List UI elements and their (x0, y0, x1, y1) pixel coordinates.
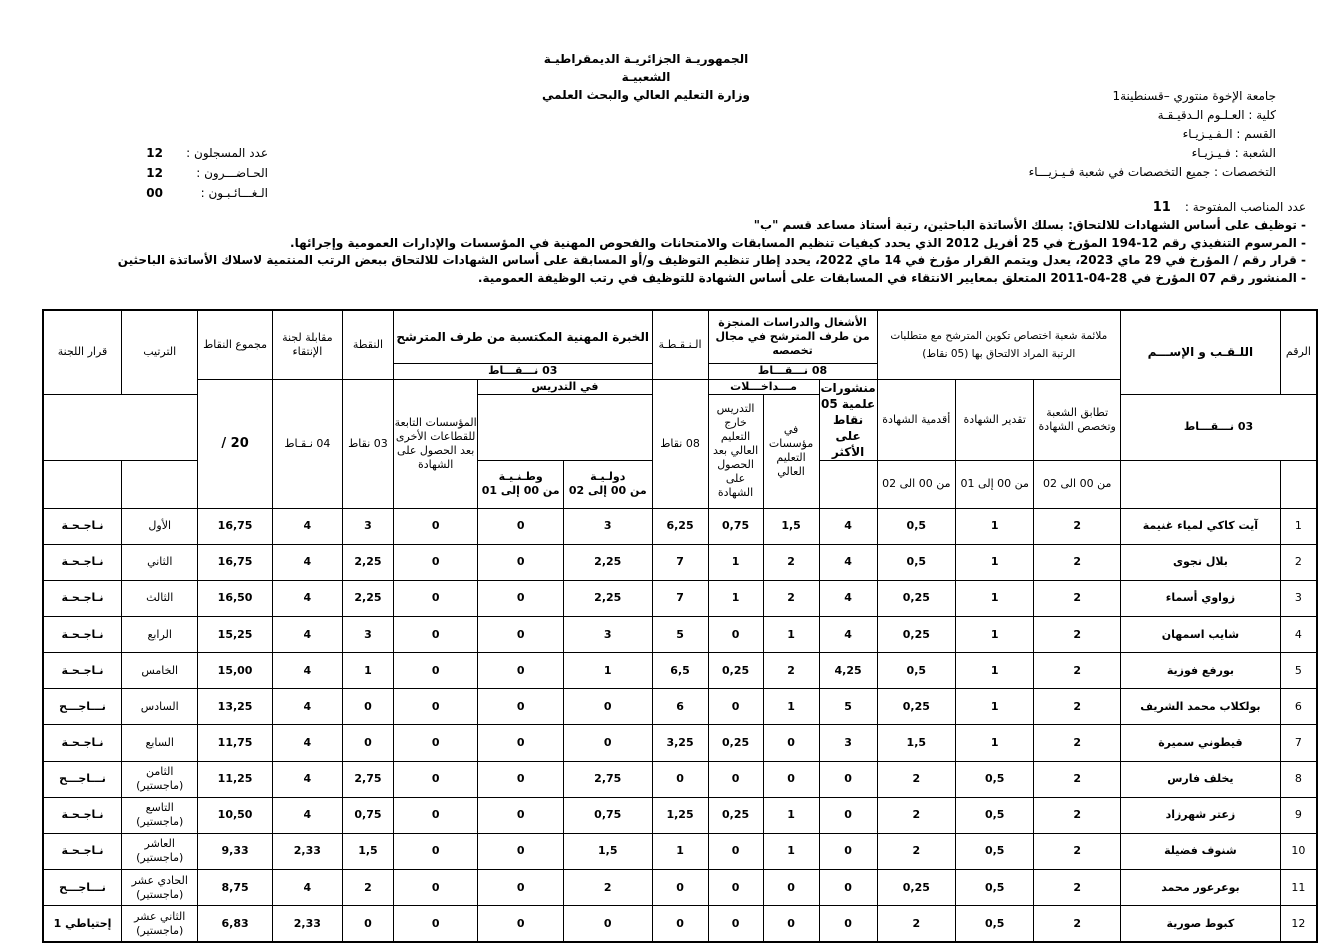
points1-sub-header: 08 نقاط (652, 379, 708, 508)
exp-other-score: 0 (393, 689, 478, 725)
national-talks: 0,25 (708, 653, 763, 689)
rank: الثاني عشر (ماجستير) (122, 906, 198, 942)
national-talks: 0,25 (708, 797, 763, 833)
row-number: 5 (1280, 653, 1317, 689)
works-points: 1,25 (652, 797, 708, 833)
works-points-header: 08 نـــقـــاط (708, 363, 877, 379)
exp-higher-score: 1,5 (563, 833, 652, 869)
exp-other-score: 0 (393, 906, 478, 942)
works-points: 5 (652, 616, 708, 652)
rank: السادس (122, 689, 198, 725)
row-number: 7 (1280, 725, 1317, 761)
fit-seniority-score: 2 (877, 761, 955, 797)
fit-seniority-score: 2 (877, 833, 955, 869)
name-spacer (1120, 460, 1280, 508)
fit-match-score: 2 (1034, 544, 1121, 580)
works-points: 1 (652, 833, 708, 869)
exp-outside-score: 0 (478, 544, 564, 580)
decision: نـاجـحـة (43, 833, 122, 869)
fit-group-header: ملائمة شعبة اختصاص تكوين المترشح مع متطلبات الرتبة المراد الالتحاق بها (05 نقاط) (877, 310, 1120, 379)
exp-outside-score: 0 (478, 833, 564, 869)
total-score: 8,75 (198, 870, 272, 906)
exp-outside-score: 0 (478, 761, 564, 797)
interview-score: 4 (272, 616, 342, 652)
exp-outside-score: 0 (478, 580, 564, 616)
publications-score: 4 (819, 580, 877, 616)
publications-score: 0 (819, 761, 877, 797)
branch: الشعبة : فـيـزيـاء (1191, 146, 1276, 160)
university-name: جامعة الإخوة منتوري –قسنطينة1 (1112, 89, 1276, 103)
national-header: وطـنـيـة من 00 إلى 01 (478, 460, 564, 508)
works-points: 7 (652, 580, 708, 616)
decision: نـــاجـــح (43, 870, 122, 906)
note-2: - المرسوم التنفيذي رقم 12-194 المؤرخ في 25 أفريل 2012 الذي يحدد كيفيات تنظيم المسابقات والامتحانات والفحوص المهنية في المؤسسات والإدارات العمومية وإجرائها. (290, 235, 1306, 250)
exp-other-score: 0 (393, 761, 478, 797)
exp-outside-score: 0 (478, 906, 564, 942)
fit-grade-score: 0,5 (956, 870, 1034, 906)
international-talks: 2 (763, 580, 819, 616)
exp-other-score: 0 (393, 653, 478, 689)
interview-score: 4 (272, 725, 342, 761)
fit-seniority-score: 0,5 (877, 544, 955, 580)
experience-points: 2,75 (342, 761, 393, 797)
total-score: 13,25 (198, 689, 272, 725)
fit-match-header: تطابق الشعبة وتخصص الشهادة (1034, 379, 1121, 460)
experience-points: 1 (342, 653, 393, 689)
experience-points: 2,25 (342, 580, 393, 616)
fit-match-score: 2 (1034, 689, 1121, 725)
table-row (43, 580, 1317, 616)
exp-other-score: 0 (393, 544, 478, 580)
points2-header: النقطة (342, 310, 393, 379)
fit-seniority-score: 0,25 (877, 616, 955, 652)
decision-header: قرار اللجنة (43, 310, 122, 394)
decision: إحتياطي 1 (43, 906, 122, 942)
fit-seniority-score: 2 (877, 797, 955, 833)
international-talks: 1 (763, 616, 819, 652)
fit-seniority-score: 0,25 (877, 870, 955, 906)
interview-score: 4 (272, 508, 342, 544)
candidate-name: بولكلاب محمد الشريف (1120, 689, 1280, 725)
experience-points: 1,5 (342, 833, 393, 869)
fit-match-score: 2 (1034, 653, 1121, 689)
exp-outside-header: التدريس خارج التعليم العالي بعد الحصول على الشهادة (708, 394, 763, 508)
national-talks: 0,25 (708, 725, 763, 761)
decision: نـاجـحـة (43, 580, 122, 616)
exp-higher-score: 0 (563, 906, 652, 942)
fit-match-score: 2 (1034, 870, 1121, 906)
exp-other-score: 0 (393, 616, 478, 652)
registered-label: عدد المسجلون : (186, 146, 268, 160)
fit-grade-score: 1 (956, 544, 1034, 580)
total-score: 16,75 (198, 508, 272, 544)
national-talks: 0 (708, 761, 763, 797)
fit-grade-range: من 00 إلى 01 (956, 460, 1034, 508)
total-sub-header: 20 / (198, 379, 272, 508)
total-score: 16,50 (198, 580, 272, 616)
exp-other-score: 0 (393, 797, 478, 833)
fit-grade-score: 1 (956, 616, 1034, 652)
experience-points: 2,25 (342, 544, 393, 580)
publications-score: 0 (819, 870, 877, 906)
rank: الأول (122, 508, 198, 544)
publications-score: 4 (819, 544, 877, 580)
talks-group-header: مـــداخـــلات (708, 379, 819, 394)
international-talks: 1 (763, 797, 819, 833)
talks-points-header: 03 نـــقـــاط (1120, 394, 1317, 460)
interview-score: 4 (272, 544, 342, 580)
fit-seniority-header: أقدمية الشهادة (877, 379, 955, 460)
fit-seniority-range: من 00 الى 02 (877, 460, 955, 508)
exp-other-score: 0 (393, 833, 478, 869)
table-row (43, 616, 1317, 652)
exp-outside-score: 0 (478, 508, 564, 544)
experience-points-header: 03 نـــقـــاط (393, 363, 652, 379)
works-points: 0 (652, 906, 708, 942)
international-talks: 0 (763, 725, 819, 761)
exp-higher-score: 2 (563, 870, 652, 906)
exp-higher-score: 1 (563, 653, 652, 689)
decision: نـاجـحـة (43, 544, 122, 580)
absent-label: الـغـــائـبـون : (200, 186, 268, 200)
international-header: دولـيـة من 00 إلى 02 (563, 460, 652, 508)
note-3: - قرار رقم / المؤرخ في 29 ماي 2023، يعدل ويتمم القرار مؤرخ في 14 ماي 2022، يحدد إطار تنظيم التوظيف و/أو المسابقة على أساس الشهادات للالتحاق ببعض الرتب المنتمية لاسلاك الأساتذة الباحثين (117, 253, 1306, 267)
results-body (43, 508, 1317, 942)
national-talks: 0 (708, 689, 763, 725)
legal-notes (46, 217, 1306, 287)
exp-higher-score: 0,75 (563, 797, 652, 833)
specialties: التخصصات : جميع التخصصات في شعبة فـيـزيـــاء (1028, 165, 1276, 179)
teaching-group-header: في التدريس (478, 379, 652, 394)
candidate-counts (68, 143, 268, 203)
total-score: 10,50 (198, 797, 272, 833)
decision: نـاجـحـة (43, 616, 122, 652)
fit-seniority-score: 0,25 (877, 689, 955, 725)
rank: الثامن (ماجستير) (122, 761, 198, 797)
publications-score: 4,25 (819, 653, 877, 689)
exp-higher-score: 2,25 (563, 580, 652, 616)
candidate-name: قيطوني سميرة (1120, 725, 1280, 761)
points2-sub-header: 03 نقاط (342, 379, 393, 508)
fit-grade-score: 0,5 (956, 761, 1034, 797)
national-talks: 0 (708, 870, 763, 906)
national-talks: 0 (708, 616, 763, 652)
fit-grade-score: 0,5 (956, 833, 1034, 869)
decision: نـــاجـــح (43, 761, 122, 797)
table-row (43, 544, 1317, 580)
total-score: 15,00 (198, 653, 272, 689)
fit-seniority-score: 2 (877, 906, 955, 942)
publications-score: 5 (819, 689, 877, 725)
total-score: 11,75 (198, 725, 272, 761)
fit-grade-header: تقدير الشهادة (956, 379, 1034, 460)
fit-match-score: 2 (1034, 761, 1121, 797)
works-points: 0 (652, 761, 708, 797)
exp-higher-score: 0 (563, 689, 652, 725)
experience-points: 0 (342, 689, 393, 725)
publications-score: 4 (819, 616, 877, 652)
interview-score: 4 (272, 797, 342, 833)
publications-score: 0 (819, 906, 877, 942)
interview-score: 4 (272, 653, 342, 689)
row-number: 2 (1280, 544, 1317, 580)
exp-higher-score: 2,25 (563, 544, 652, 580)
international-talks: 0 (763, 761, 819, 797)
publications-spacer (819, 460, 877, 508)
num-spacer (1280, 460, 1317, 508)
national-talks: 1 (708, 580, 763, 616)
open-posts (1153, 200, 1306, 215)
row-number: 1 (1280, 508, 1317, 544)
exp-outside-score: 0 (478, 653, 564, 689)
note-4: - المنشور رقم 07 المؤرخ في 28-04-2011 المتعلق بمعايير الانتقاء في المسابقات على أساس الشهادة للتوظيف في رتب الوظيفة العمومية. (477, 270, 1306, 285)
interview-score: 2,33 (272, 833, 342, 869)
works-points: 6,5 (652, 653, 708, 689)
fit-grade-score: 1 (956, 653, 1034, 689)
row-number: 11 (1280, 870, 1317, 906)
fit-match-score: 2 (1034, 797, 1121, 833)
table-row (43, 870, 1317, 906)
rank: الثاني (122, 544, 198, 580)
rank: الرابع (122, 616, 198, 652)
registered-value: 12 (146, 146, 163, 160)
publications-score: 0 (819, 833, 877, 869)
fit-match-score: 2 (1034, 833, 1121, 869)
department: القسم : الـفـيـزيـاء (1182, 127, 1276, 141)
fit-match-score: 2 (1034, 508, 1121, 544)
international-talks: 1,5 (763, 508, 819, 544)
row-number: 10 (1280, 833, 1317, 869)
open-posts-value: 11 (1152, 200, 1171, 215)
rank: الخامس (122, 653, 198, 689)
total-header: مجموع النقاط (198, 310, 272, 379)
republic-title: الجمهوريـة الجزائريـة الديمقراطيـة الشعبيـة (543, 52, 749, 84)
works-group-header: الأشغال والدراسات المنجزة من طرف المترشح في مجال تخصصه (708, 310, 877, 363)
fit-seniority-score: 0,25 (877, 580, 955, 616)
experience-points: 0 (342, 906, 393, 942)
fit-grade-score: 1 (956, 725, 1034, 761)
experience-group-header: الخبرة المهنية المكتسبة من طرف المترشح (393, 310, 652, 363)
exp-higher-header: في مؤسسات التعليم العالي (763, 394, 819, 508)
total-score: 9,33 (198, 833, 272, 869)
rank: السابع (122, 725, 198, 761)
experience-points: 3 (342, 616, 393, 652)
exp-outside-score: 0 (478, 870, 564, 906)
candidate-name: يخلف فارس (1120, 761, 1280, 797)
decision: نـاجـحـة (43, 725, 122, 761)
exp-other-score: 0 (393, 580, 478, 616)
exp-outside-score: 0 (478, 689, 564, 725)
works-points: 6 (652, 689, 708, 725)
present-label: الحـاضـــرون : (196, 166, 268, 180)
candidate-name: زواوي أسماء (1120, 580, 1280, 616)
exp-other-score: 0 (393, 870, 478, 906)
international-talks: 1 (763, 689, 819, 725)
rank: الثالث (122, 580, 198, 616)
fit-grade-score: 1 (956, 580, 1034, 616)
candidate-name: زعتر شهرزاد (1120, 797, 1280, 833)
rank: العاشر (ماجستير) (122, 833, 198, 869)
candidate-name: شايب اسمهان (1120, 616, 1280, 652)
publications-score: 3 (819, 725, 877, 761)
international-talks: 2 (763, 653, 819, 689)
university-info (916, 87, 1276, 182)
interview-sub-header: 04 نـقـاط (272, 379, 342, 508)
fit-seniority-score: 0,5 (877, 653, 955, 689)
publications-header: منشورات علمية 05 نقاط على الأكثر (820, 380, 876, 459)
works-points: 7 (652, 544, 708, 580)
row-number: 12 (1280, 906, 1317, 942)
fit-seniority-score: 0,5 (877, 508, 955, 544)
exp-outside-score: 0 (478, 797, 564, 833)
interview-header: مقابلة لجنة الإنتقاء (272, 310, 342, 379)
decision: نـاجـحـة (43, 508, 122, 544)
publications-score: 4 (819, 508, 877, 544)
faculty: كلية : العـلـوم الـدقيـقـة (1157, 108, 1276, 122)
total-score: 6,83 (198, 906, 272, 942)
table-row (43, 508, 1317, 544)
table-row (43, 761, 1317, 797)
national-talks: 0 (708, 833, 763, 869)
decision: نـاجـحـة (43, 797, 122, 833)
national-talks: 0,75 (708, 508, 763, 544)
fit-grade-score: 1 (956, 689, 1034, 725)
decision: نـــاجـــح (43, 689, 122, 725)
fit-seniority-score: 1,5 (877, 725, 955, 761)
points1-header: الـنـقـطـة (652, 310, 708, 379)
open-posts-label: عدد المناصب المفتوحة : (1184, 200, 1306, 214)
interview-score: 4 (272, 580, 342, 616)
fit-match-score: 2 (1034, 725, 1121, 761)
experience-points: 3 (342, 508, 393, 544)
rank-spacer (122, 460, 198, 508)
rank-header: الترتيب (122, 310, 198, 394)
experience-points: 0 (342, 725, 393, 761)
candidate-name: بورفع فوزية (1120, 653, 1280, 689)
row-number: 4 (1280, 616, 1317, 652)
candidate-name: كبوط صورية (1120, 906, 1280, 942)
row-number: 3 (1280, 580, 1317, 616)
international-talks: 2 (763, 544, 819, 580)
fit-match-score: 2 (1034, 616, 1121, 652)
publications-score: 0 (819, 797, 877, 833)
fit-grade-score: 0,5 (956, 906, 1034, 942)
interview-score: 2,33 (272, 906, 342, 942)
total-score: 16,75 (198, 544, 272, 580)
table-row (43, 833, 1317, 869)
candidate-name: شنوف فضيلة (1120, 833, 1280, 869)
interview-score: 4 (272, 689, 342, 725)
national-talks: 0 (708, 906, 763, 942)
interview-score: 4 (272, 761, 342, 797)
results-table (42, 309, 1318, 943)
row-number: 9 (1280, 797, 1317, 833)
decision: نـاجـحـة (43, 653, 122, 689)
national-talks: 1 (708, 544, 763, 580)
col-name-header: اللـقـب و الإســـم (1120, 310, 1280, 394)
exp-other-score: 0 (393, 508, 478, 544)
international-talks: 0 (763, 906, 819, 942)
international-talks: 1 (763, 833, 819, 869)
row-number: 6 (1280, 689, 1317, 725)
col-num-header: الرقم (1280, 310, 1317, 394)
rank: التاسع (ماجستير) (122, 797, 198, 833)
exp-outside-score: 0 (478, 616, 564, 652)
works-points: 0 (652, 870, 708, 906)
candidate-name: آيت كاكي لمياء غنيمة (1120, 508, 1280, 544)
exp-other-score: 0 (393, 725, 478, 761)
works-points: 6,25 (652, 508, 708, 544)
table-row (43, 797, 1317, 833)
note-1: - توظيف على أساس الشهادات للالتحاق: بسلك الأساتذة الباحثين، رتبة أستاذ مساعد قسم "ب" (753, 218, 1306, 232)
total-score: 11,25 (198, 761, 272, 797)
fit-grade-score: 1 (956, 508, 1034, 544)
exp-other-header: المؤسسات التابعة للقطاعات الأخرى بعد الحصول على الشهادة (393, 379, 478, 508)
experience-points: 0,75 (342, 797, 393, 833)
interview-score: 4 (272, 870, 342, 906)
experience-points: 2 (342, 870, 393, 906)
exp-higher-score: 2,75 (563, 761, 652, 797)
fit-match-range: من 00 الى 02 (1034, 460, 1121, 508)
present-value: 12 (146, 166, 163, 180)
rank: الحادي عشر (ماجستير) (122, 870, 198, 906)
fit-match-score: 2 (1034, 580, 1121, 616)
fit-grade-score: 0,5 (956, 797, 1034, 833)
table-row (43, 725, 1317, 761)
table-row (43, 906, 1317, 942)
exp-higher-score: 3 (563, 508, 652, 544)
exp-higher-score: 0 (563, 725, 652, 761)
decision-spacer (43, 460, 122, 508)
exp-higher-score: 3 (563, 616, 652, 652)
absent-value: 00 (146, 186, 163, 200)
total-score: 15,25 (198, 616, 272, 652)
row-number: 8 (1280, 761, 1317, 797)
ministry-title: وزارة التعليم العالي والبحث العلمي (541, 88, 751, 102)
candidate-name: بلال نجوى (1120, 544, 1280, 580)
works-points: 3,25 (652, 725, 708, 761)
table-row (43, 689, 1317, 725)
fit-match-score: 2 (1034, 906, 1121, 942)
exp-outside-score: 0 (478, 725, 564, 761)
table-row (43, 653, 1317, 689)
international-talks: 0 (763, 870, 819, 906)
candidate-name: بوعرعور محمد (1120, 870, 1280, 906)
